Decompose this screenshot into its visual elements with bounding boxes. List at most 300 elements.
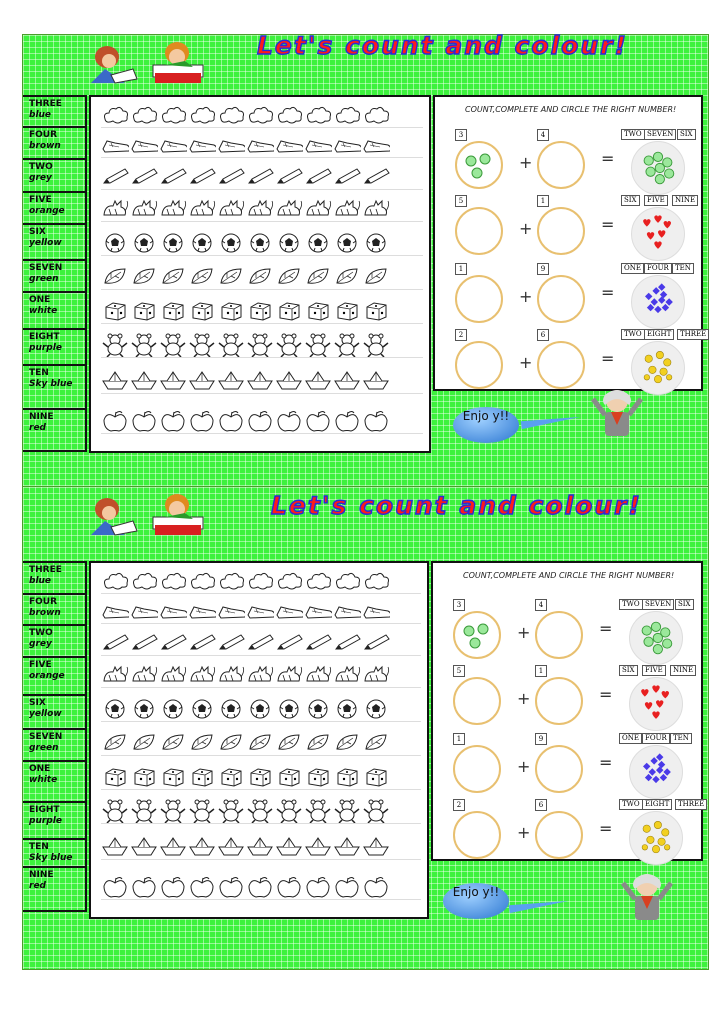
cloud-icon[interactable] [188,569,216,593]
pencil-icon[interactable] [101,165,129,189]
colour-key-row: SIX yellow [23,223,85,259]
apple-icon[interactable] [246,875,274,899]
answer-option[interactable]: TWO [619,599,643,610]
shoe-icon[interactable] [217,133,245,157]
shoe-icon[interactable] [362,599,390,623]
picture-row [101,731,421,756]
paper-boat-icon[interactable] [304,835,332,859]
shoe-icon[interactable] [159,133,187,157]
pencil-icon[interactable] [246,631,274,655]
dice-icon[interactable] [101,299,129,323]
pencil-icon[interactable] [159,631,187,655]
teddy-bear-icon[interactable] [333,799,361,823]
pencil-icon[interactable] [362,631,390,655]
paper-boat-icon[interactable] [246,835,274,859]
leaf-icon[interactable] [275,731,303,755]
answer-option[interactable]: ONE [619,733,642,744]
plus-sign: + [517,757,531,776]
cloud-icon[interactable] [130,569,158,593]
pencil-icon[interactable] [101,631,129,655]
addend-a-circle[interactable] [453,811,501,859]
addend-a-circle[interactable] [453,745,501,793]
addend-a-circle[interactable] [453,677,501,725]
teddy-bear-icon[interactable] [217,799,245,823]
ball-icon[interactable] [159,697,187,721]
addend-b-label: 6 [537,329,549,341]
leaf-icon[interactable] [275,265,303,289]
pencil-icon[interactable] [304,631,332,655]
addend-b-label: 9 [535,733,547,745]
apple-icon[interactable] [246,409,274,433]
ball-icon[interactable] [362,231,390,255]
ball-icon[interactable] [101,697,129,721]
teddy-bear-icon[interactable] [275,333,303,357]
shoe-icon[interactable] [188,599,216,623]
equals-sign: = [599,685,613,704]
cloud-icon[interactable] [362,103,390,127]
leaf-icon[interactable] [362,731,390,755]
ball-icon[interactable] [304,697,332,721]
answer-option[interactable]: SIX [619,665,638,676]
answer-option[interactable]: NINE [672,195,698,206]
paper-boat-icon[interactable] [362,369,390,393]
green-circles-icon [455,613,499,657]
leaf-icon[interactable] [304,731,332,755]
answer-option[interactable]: SIX [675,599,694,610]
leaf-icon[interactable] [333,265,361,289]
addend-a-label: 2 [453,799,465,811]
dice-icon[interactable] [275,299,303,323]
grandpa-icon [589,385,645,441]
pencil-icon[interactable] [362,165,390,189]
cloud-icon[interactable] [333,103,361,127]
shoe-icon[interactable] [246,133,274,157]
paper-boat-icon[interactable] [217,369,245,393]
cloud-icon[interactable] [246,569,274,593]
answer-option[interactable]: TWO [621,329,645,340]
dice-icon[interactable] [159,299,187,323]
leaf-icon[interactable] [217,265,245,289]
answer-option[interactable]: EIGHT [642,799,672,810]
shoe-icon[interactable] [304,599,332,623]
cloud-icon[interactable] [246,103,274,127]
cat-icon[interactable] [333,663,361,687]
dice-icon[interactable] [130,765,158,789]
ball-icon[interactable] [188,231,216,255]
dice-icon[interactable] [246,765,274,789]
shoe-icon[interactable] [333,599,361,623]
picture-row [101,265,423,290]
cloud-icon[interactable] [304,103,332,127]
teddy-bear-icon[interactable] [188,333,216,357]
answer-option[interactable]: TEN [670,733,692,744]
dice-icon[interactable] [275,765,303,789]
pencil-icon[interactable] [333,165,361,189]
apple-icon[interactable] [217,875,245,899]
apple-icon[interactable] [130,409,158,433]
apple-icon[interactable] [159,875,187,899]
answer-option[interactable]: FIVE [642,665,666,676]
cat-icon[interactable] [217,663,245,687]
teddy-bear-icon[interactable] [159,333,187,357]
ball-icon[interactable] [130,231,158,255]
paper-boat-icon[interactable] [275,835,303,859]
dice-icon[interactable] [304,299,332,323]
teddy-bear-icon[interactable] [130,799,158,823]
shoe-icon[interactable] [130,599,158,623]
shoe-icon[interactable] [188,133,216,157]
teddy-bear-icon[interactable] [304,333,332,357]
apple-icon[interactable] [304,875,332,899]
cloud-icon[interactable] [275,103,303,127]
dice-icon[interactable] [217,299,245,323]
leaf-icon[interactable] [304,265,332,289]
dice-icon[interactable] [304,765,332,789]
colour-key-row: ONE white [23,760,85,801]
apple-icon[interactable] [159,409,187,433]
addend-a-circle[interactable] [455,207,503,255]
addend-b-circle[interactable] [537,207,585,255]
paper-boat-icon[interactable] [304,369,332,393]
addition-problem [453,799,713,865]
pencil-icon[interactable] [217,165,245,189]
paper-boat-icon[interactable] [333,369,361,393]
addend-a-label: 1 [455,263,467,275]
addend-a-label: 5 [453,665,465,677]
answer-option[interactable]: EIGHT [644,329,674,340]
cat-icon[interactable] [217,197,245,221]
apple-icon[interactable] [217,409,245,433]
apple-icon[interactable] [333,409,361,433]
paper-boat-icon[interactable] [159,369,187,393]
worksheet-title: Let's count and colour! [257,31,628,60]
addend-b-circle[interactable] [535,811,583,859]
apple-icon[interactable] [362,875,390,899]
leaf-icon[interactable] [362,265,390,289]
colour-key-row: FIVE orange [23,656,85,694]
leaf-icon[interactable] [159,265,187,289]
pencil-icon[interactable] [130,165,158,189]
pencil-icon[interactable] [275,165,303,189]
answer-circle [631,275,685,329]
cloud-icon[interactable] [217,569,245,593]
teddy-bear-icon[interactable] [130,333,158,357]
addend-a-label: 5 [455,195,467,207]
answer-option[interactable]: TWO [619,799,643,810]
red-hearts-icon [630,678,682,730]
plus-sign: + [517,823,531,842]
teddy-bear-icon[interactable] [101,333,129,357]
addend-a-circle[interactable] [455,275,503,323]
shoe-icon[interactable] [275,599,303,623]
ball-icon[interactable] [275,697,303,721]
answer-option[interactable]: THREE [675,799,707,810]
teddy-bear-icon[interactable] [246,799,274,823]
teddy-bear-icon[interactable] [188,799,216,823]
ball-icon[interactable] [188,697,216,721]
cloud-icon[interactable] [275,569,303,593]
apple-icon[interactable] [130,875,158,899]
equals-sign: = [601,283,615,302]
equals-sign: = [599,619,613,638]
green-circles-icon [632,142,684,194]
pencil-icon[interactable] [246,165,274,189]
cat-icon[interactable] [159,663,187,687]
leaf-icon[interactable] [130,265,158,289]
cloud-icon[interactable] [217,103,245,127]
answer-option[interactable]: SIX [677,129,696,140]
answer-option[interactable]: NINE [670,665,696,676]
blue-diamonds-icon [632,276,684,328]
counting-pictures-panel [89,95,431,453]
green-circles-icon [630,612,682,664]
cat-icon[interactable] [304,663,332,687]
ball-icon[interactable] [246,697,274,721]
teddy-bear-icon[interactable] [333,333,361,357]
pencil-icon[interactable] [275,631,303,655]
leaf-icon[interactable] [159,731,187,755]
paper-boat-icon[interactable] [246,369,274,393]
shoe-icon[interactable] [101,133,129,157]
ball-icon[interactable] [304,231,332,255]
paper-boat-icon[interactable] [188,835,216,859]
pencil-icon[interactable] [130,631,158,655]
addend-b-circle[interactable] [535,745,583,793]
teddy-bear-icon[interactable] [362,333,390,357]
leaf-icon[interactable] [217,731,245,755]
apple-icon[interactable] [304,409,332,433]
dice-icon[interactable] [159,765,187,789]
kids-reading-icon [85,491,213,537]
shoe-icon[interactable] [275,133,303,157]
leaf-icon[interactable] [130,731,158,755]
grandpa-icon [619,869,675,925]
shoe-icon[interactable] [130,133,158,157]
answer-option[interactable]: ONE [621,263,644,274]
apple-icon[interactable] [275,409,303,433]
paper-boat-icon[interactable] [159,835,187,859]
addend-b-label: 1 [537,195,549,207]
answer-option[interactable]: FOUR [642,733,670,744]
cat-icon[interactable] [275,197,303,221]
addition-problem [455,195,715,261]
ball-icon[interactable] [333,231,361,255]
picture-row [101,409,423,434]
paper-boat-icon[interactable] [101,369,129,393]
paper-boat-icon[interactable] [333,835,361,859]
cat-icon[interactable] [362,197,390,221]
addend-b-circle[interactable] [535,677,583,725]
colour-key-row: SIX yellow [23,694,85,728]
teddy-bear-icon[interactable] [362,799,390,823]
teddy-bear-icon[interactable] [304,799,332,823]
cloud-icon[interactable] [362,569,390,593]
colour-key-row: EIGHT purple [23,801,85,838]
dice-icon[interactable] [362,765,390,789]
dice-icon[interactable] [333,765,361,789]
cloud-icon[interactable] [159,569,187,593]
answer-option[interactable]: SEVEN [642,599,674,610]
pencil-icon[interactable] [188,165,216,189]
answer-circle [629,745,683,799]
addend-b-circle[interactable] [537,275,585,323]
cat-icon[interactable] [246,663,274,687]
paper-boat-icon[interactable] [217,835,245,859]
leaf-icon[interactable] [101,731,129,755]
dice-icon[interactable] [246,299,274,323]
paper-boat-icon[interactable] [130,369,158,393]
kids-reading-icon [85,39,213,85]
teddy-bear-icon[interactable] [159,799,187,823]
leaf-icon[interactable] [246,731,274,755]
paper-boat-icon[interactable] [275,369,303,393]
addition-panel [433,95,707,391]
cat-icon[interactable] [333,197,361,221]
leaf-icon[interactable] [188,731,216,755]
answer-option[interactable]: TWO [621,129,645,140]
speech-bubble-tail [509,897,570,913]
cloud-icon[interactable] [304,569,332,593]
paper-boat-icon[interactable] [130,835,158,859]
red-hearts-icon [632,208,684,260]
cat-icon[interactable] [130,663,158,687]
cat-icon[interactable] [159,197,187,221]
ball-icon[interactable] [362,697,390,721]
shoe-icon[interactable] [246,599,274,623]
apple-icon[interactable] [101,875,129,899]
paper-boat-icon[interactable] [101,835,129,859]
cloud-icon[interactable] [188,103,216,127]
apple-icon[interactable] [101,409,129,433]
dice-icon[interactable] [217,765,245,789]
teddy-bear-icon[interactable] [101,799,129,823]
answer-option[interactable]: THREE [677,329,709,340]
cloud-icon[interactable] [101,569,129,593]
shoe-icon[interactable] [333,133,361,157]
addend-b-circle[interactable] [535,611,583,659]
picture-row [101,133,423,158]
addition-problem [455,329,715,395]
speech-bubble [443,883,509,919]
leaf-icon[interactable] [101,265,129,289]
addend-a-circle[interactable] [455,341,503,389]
pencil-icon[interactable] [304,165,332,189]
apple-icon[interactable] [275,875,303,899]
answer-circle [631,141,685,195]
ball-icon[interactable] [101,231,129,255]
dice-icon[interactable] [188,765,216,789]
shoe-icon[interactable] [217,599,245,623]
cat-icon[interactable] [246,197,274,221]
paper-boat-icon[interactable] [362,835,390,859]
colour-key-row: FOUR brown [23,593,85,624]
dice-icon[interactable] [101,765,129,789]
teddy-bear-icon[interactable] [217,333,245,357]
dice-icon[interactable] [362,299,390,323]
cat-icon[interactable] [101,197,129,221]
answer-option[interactable]: SEVEN [644,129,676,140]
ball-icon[interactable] [130,697,158,721]
shoe-icon[interactable] [304,133,332,157]
dice-icon[interactable] [188,299,216,323]
addend-a-circle[interactable] [453,611,501,659]
teddy-bear-icon[interactable] [275,799,303,823]
cat-icon[interactable] [101,663,129,687]
apple-icon[interactable] [188,409,216,433]
answer-circle [629,677,683,731]
cloud-icon[interactable] [101,103,129,127]
shoe-icon[interactable] [159,599,187,623]
shoe-icon[interactable] [101,599,129,623]
cat-icon[interactable] [275,663,303,687]
apple-icon[interactable] [333,875,361,899]
ball-icon[interactable] [217,231,245,255]
picture-row [101,765,421,790]
cat-icon[interactable] [188,663,216,687]
addend-b-circle[interactable] [537,141,585,189]
apple-icon[interactable] [362,409,390,433]
teddy-bear-icon[interactable] [246,333,274,357]
ball-icon[interactable] [275,231,303,255]
leaf-icon[interactable] [333,731,361,755]
paper-boat-icon[interactable] [188,369,216,393]
cat-icon[interactable] [304,197,332,221]
answer-option[interactable]: FOUR [644,263,672,274]
picture-row [101,799,421,824]
shoe-icon[interactable] [362,133,390,157]
pencil-icon[interactable] [159,165,187,189]
cat-icon[interactable] [362,663,390,687]
pencil-icon[interactable] [333,631,361,655]
answer-option[interactable]: TEN [672,263,694,274]
addend-a-circle[interactable] [455,141,503,189]
picture-row [101,299,423,324]
cat-icon[interactable] [188,197,216,221]
cat-icon[interactable] [130,197,158,221]
answer-option[interactable]: SIX [621,195,640,206]
plus-sign: + [519,353,533,372]
addend-b-circle[interactable] [537,341,585,389]
plus-sign: + [519,219,533,238]
leaf-icon[interactable] [246,265,274,289]
answer-option[interactable]: FIVE [644,195,668,206]
colour-key-column [23,561,87,912]
colour-key-row: TWO grey [23,158,85,191]
ball-icon[interactable] [246,231,274,255]
pencil-icon[interactable] [188,631,216,655]
ball-icon[interactable] [159,231,187,255]
cloud-icon[interactable] [159,103,187,127]
worksheet-top [22,31,709,499]
dice-icon[interactable] [333,299,361,323]
dice-icon[interactable] [130,299,158,323]
colour-key-row: FIVE orange [23,191,85,223]
ball-icon[interactable] [217,697,245,721]
colour-key-row: ONE white [23,291,85,328]
ball-icon[interactable] [333,697,361,721]
answer-circle [631,207,685,261]
colour-key-row: THREE blue [23,95,85,126]
pencil-icon[interactable] [217,631,245,655]
cloud-icon[interactable] [333,569,361,593]
picture-row [101,197,423,222]
addition-panel [431,561,703,861]
worksheet-title: Let's count and colour! [271,491,642,520]
picture-row [101,333,423,358]
apple-icon[interactable] [188,875,216,899]
cloud-icon[interactable] [130,103,158,127]
leaf-icon[interactable] [188,265,216,289]
